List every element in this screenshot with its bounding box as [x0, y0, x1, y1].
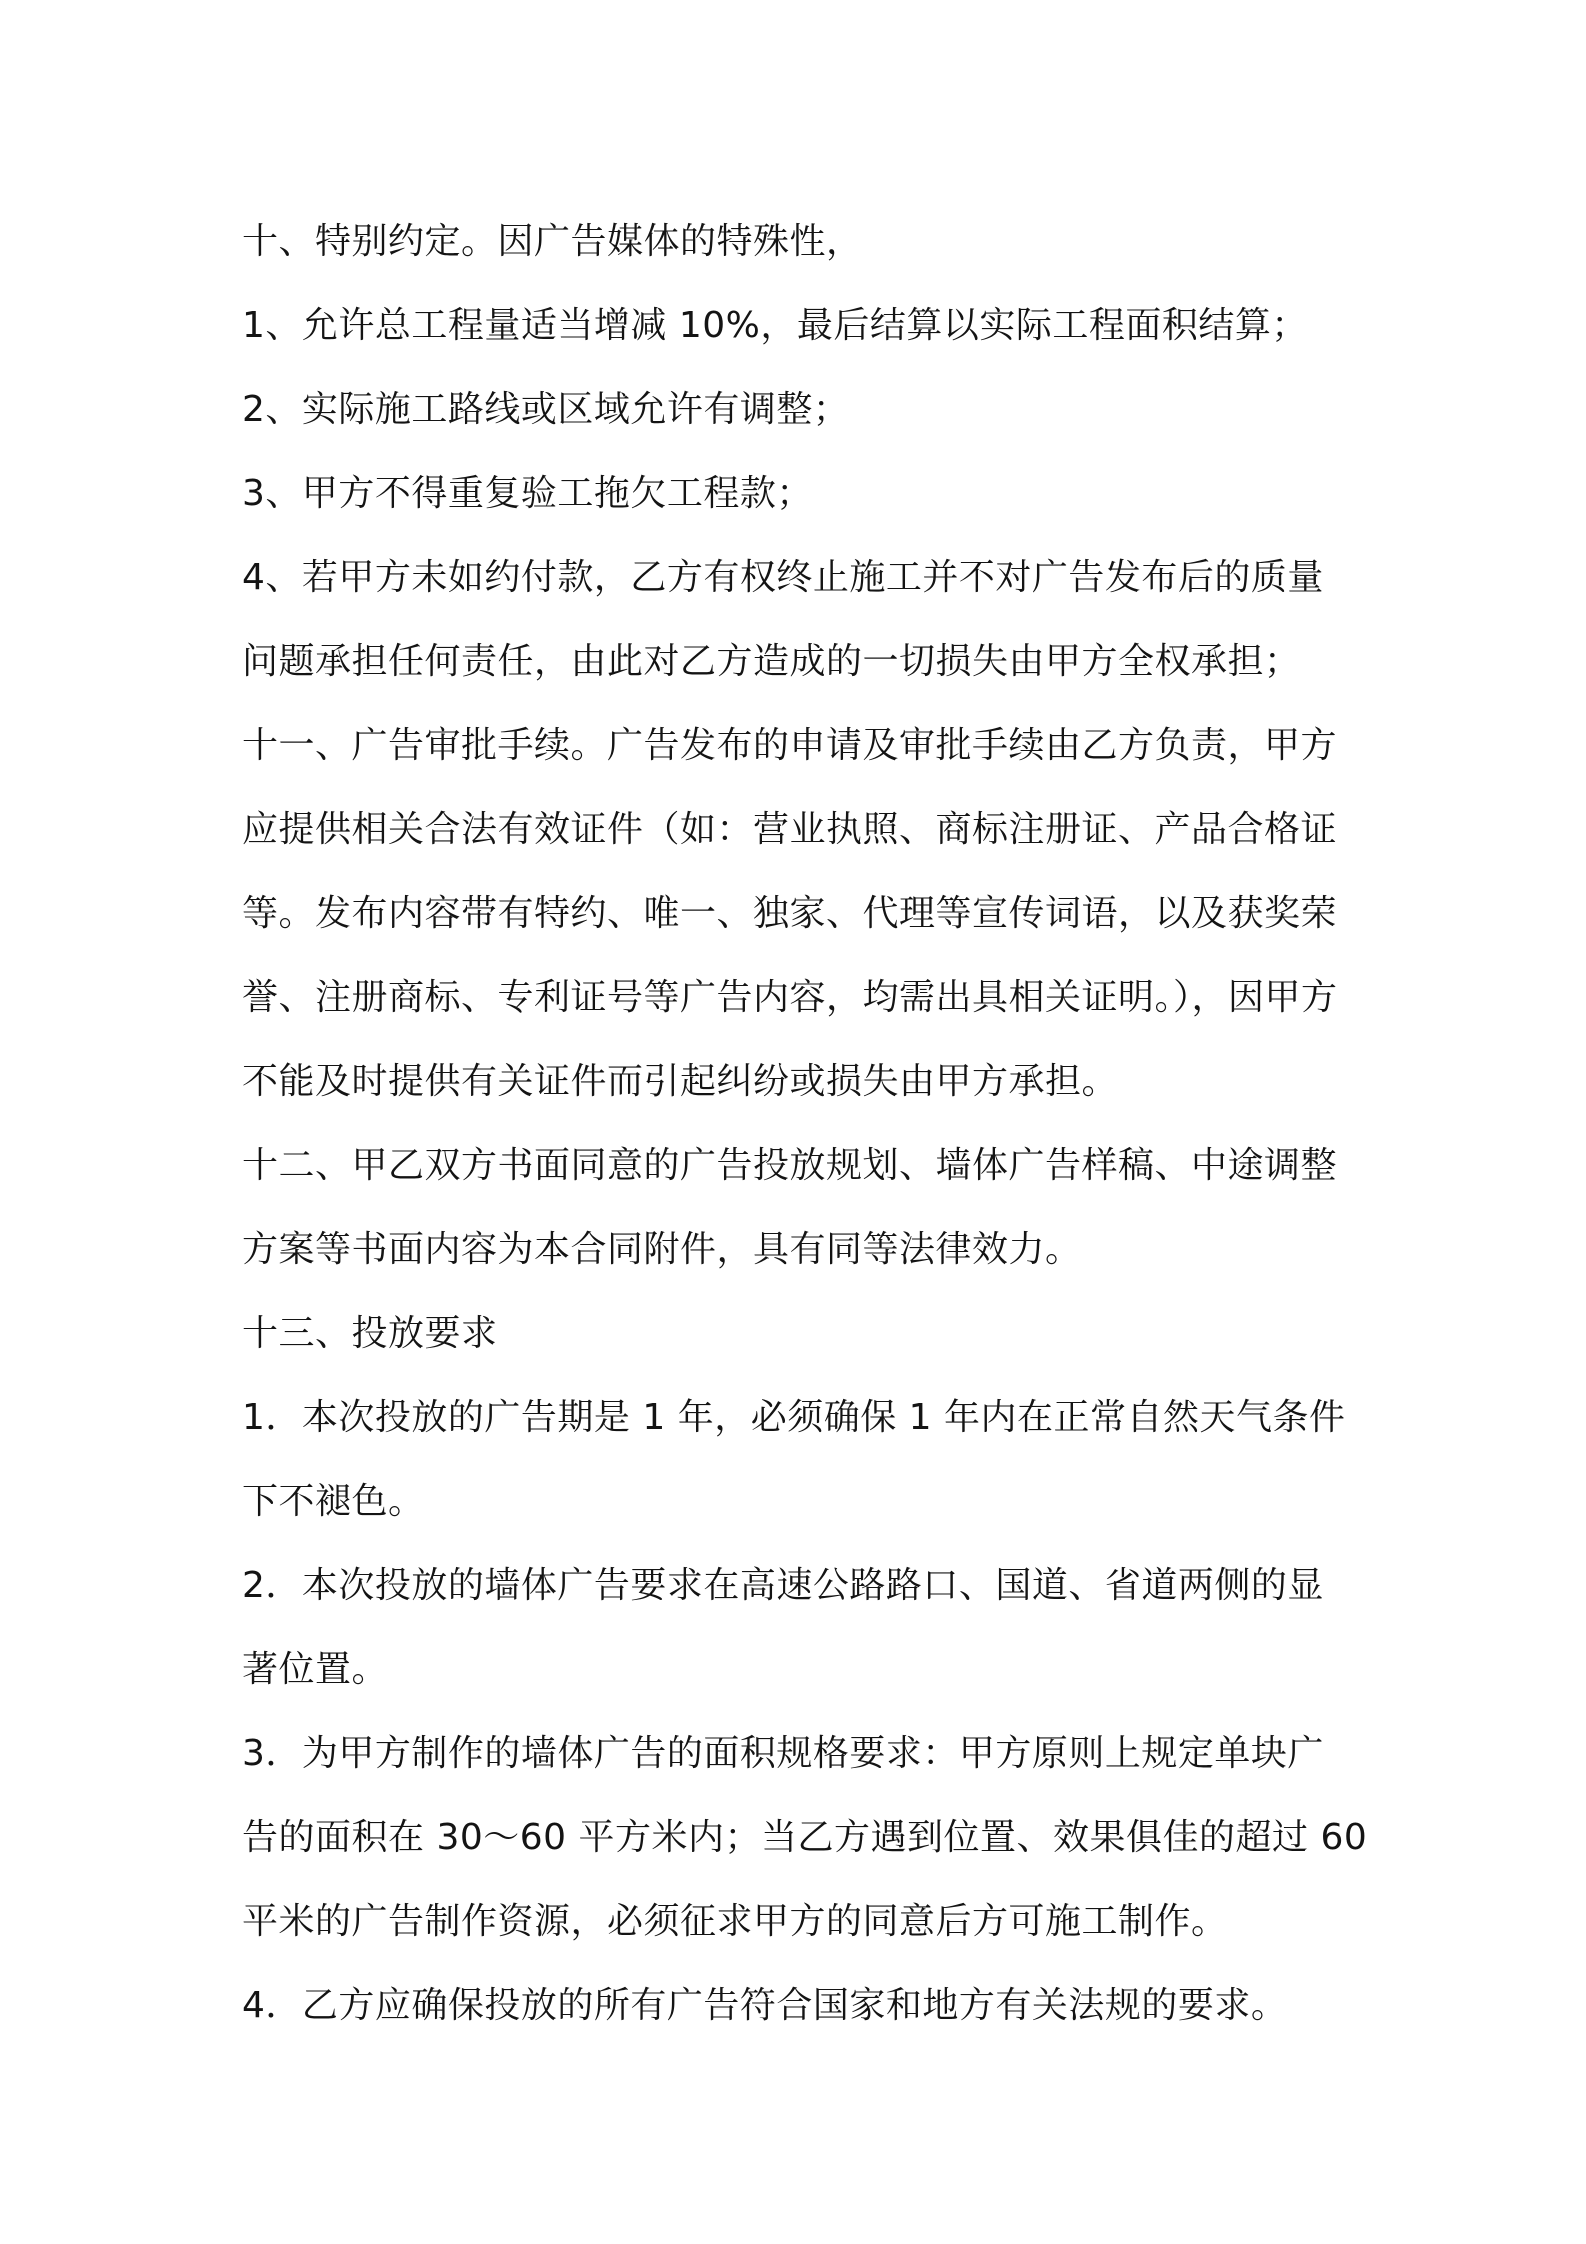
clause-11-line-4: 誉、注册商标、专利证号等广告内容，均需出具相关证明。），因甲方	[242, 977, 1338, 1018]
clause-10-item-1: 1、允许总工程量适当增减 10%，最后结算以实际工程面积结算；	[242, 305, 1308, 346]
clause-13-heading: 十三、投放要求	[242, 1313, 498, 1354]
clause-13-item-3-line-3: 平米的广告制作资源，必须征求甲方的同意后方可施工制作。	[242, 1901, 1228, 1942]
clause-13-item-2-line-1: 2．本次投放的墙体广告要求在高速公路路口、国道、省道两侧的显	[242, 1565, 1324, 1606]
clause-11-line-3: 等。发布内容带有特约、唯一、独家、代理等宣传词语，以及获奖荣	[242, 893, 1338, 934]
clause-13-item-2-line-2: 著位置。	[242, 1649, 389, 1690]
clause-11-line-1: 十一、广告审批手续。广告发布的申请及审批手续由乙方负责，甲方	[242, 725, 1338, 766]
clause-13-item-3-line-2: 告的面积在 30～60 平方米内；当乙方遇到位置、效果俱佳的超过 60	[242, 1817, 1368, 1858]
document-page	[242, 200, 1368, 2048]
clause-12-line-2: 方案等书面内容为本合同附件，具有同等法律效力。	[242, 1229, 1082, 1270]
clause-10-heading: 十、特别约定。因广告媒体的特殊性，	[242, 221, 863, 262]
clause-10-item-4-line-1: 4、若甲方未如约付款，乙方有权终止施工并不对广告发布后的质量	[242, 557, 1324, 598]
clause-13-item-4: 4．乙方应确保投放的所有广告符合国家和地方有关法规的要求。	[242, 1985, 1288, 2026]
clause-13-item-1-line-2: 下不褪色。	[242, 1481, 425, 1522]
clause-11-line-5: 不能及时提供有关证件而引起纠纷或损失由甲方承担。	[242, 1061, 1119, 1102]
clause-11-line-2: 应提供相关合法有效证件（如：营业执照、商标注册证、产品合格证	[242, 809, 1338, 850]
clause-13-item-3-line-1: 3．为甲方制作的墙体广告的面积规格要求：甲方原则上规定单块广	[242, 1733, 1324, 1774]
clause-13-item-1-line-1: 1．本次投放的广告期是 1 年，必须确保 1 年内在正常自然天气条件	[242, 1397, 1346, 1438]
clause-10-item-4-line-2: 问题承担任何责任，由此对乙方造成的一切损失由甲方全权承担；	[242, 641, 1301, 682]
clause-12-line-1: 十二、甲乙双方书面同意的广告投放规划、墙体广告样稿、中途调整	[242, 1145, 1338, 1186]
clause-10-item-2: 2、实际施工路线或区域允许有调整；	[242, 389, 850, 430]
clause-10-item-3: 3、甲方不得重复验工拖欠工程款；	[242, 473, 813, 514]
